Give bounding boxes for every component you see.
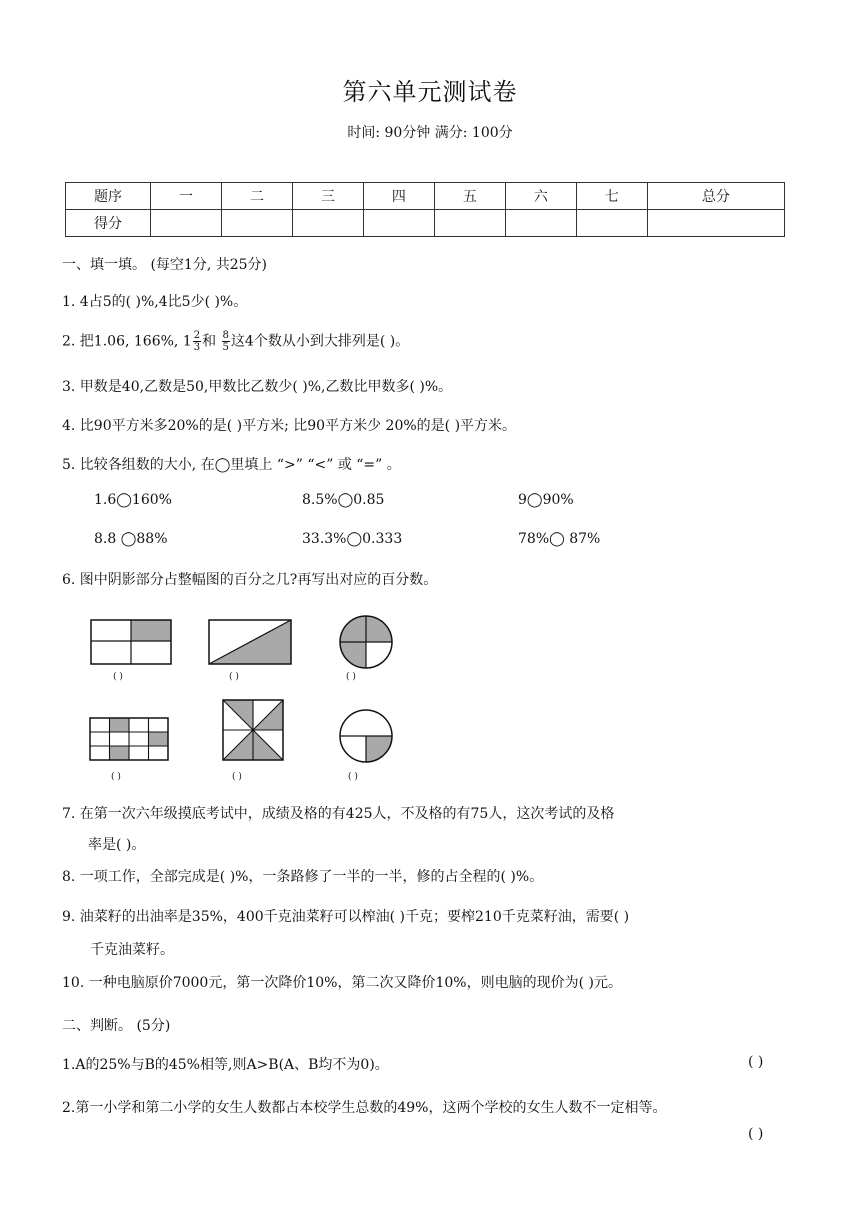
question-7-line2: 率是( )。 [88,837,146,853]
fraction-denominator: 3 [193,342,201,353]
fraction-denominator: 5 [222,342,229,353]
judge-2-answer[interactable]: ( ) [748,1126,764,1142]
question-10: 10. 一种电脑原价7000元，第一次降价10%，第二次又降价10%，则电脑的现价为( )元。 [62,975,622,991]
table-cell: 六 [505,183,576,210]
question-2 [62,330,409,353]
table-row [66,183,785,210]
figure-circle-three-quarters [338,614,394,670]
fraction-numerator: 2 [193,330,201,341]
question-9-line1: 9. 油菜籽的出油率是35%，400千克油菜籽可以榨油( )千克；要榨210千克菜籽油，需要( ) [62,909,630,925]
question-7-line1: 7. 在第一次六年级摸底考试中，成绩及格的有425人，不及格的有75人，这次考试的及格 [62,806,615,822]
section1-heading: 一、填一填。 (每空1分, 共25分) [62,257,267,273]
figure-grid-shaded [89,717,169,761]
compare-item: 8.5%◯0.85 [302,492,385,508]
question-6: 6. 图中阴影部分占整幅图的百分之几?再写出对应的百分数。 [62,572,438,588]
score-table [65,182,785,237]
table-cell: 总分 [647,183,784,210]
question-4: 4. 比90平方米多20%的是( )平方米; 比90平方米少 20%的是( )平方米。 [62,418,517,434]
score-input-cell[interactable] [221,210,292,237]
compare-item: 9◯90% [518,492,574,508]
compare-item: 1.6◯160% [94,492,172,508]
table-cell: 一 [151,183,222,210]
answer-blank[interactable]: ( ) [113,672,123,682]
figure-circle-quarter [338,708,394,764]
answer-blank[interactable]: ( ) [232,772,242,782]
exam-info: 时间: 90分钟 满分: 100分 [347,125,513,141]
question-1: 1. 4占5的( )%,4比5少( )%。 [62,294,248,310]
figure-rect-quarter [90,619,172,665]
table-cell: 三 [292,183,363,210]
judge-1-answer[interactable]: ( ) [748,1054,764,1070]
compare-item: 8.8 ◯88% [94,531,168,547]
answer-blank[interactable]: ( ) [229,672,239,682]
score-input-cell[interactable] [505,210,576,237]
compare-item: 33.3%◯0.333 [302,531,403,547]
score-input-cell[interactable] [647,210,784,237]
answer-blank[interactable]: ( ) [348,772,358,782]
fraction-numerator: 8 [222,330,229,341]
judge-1: 1.A的25%与B的45%相等,则A>B(A、B均不为0)。 [62,1057,389,1073]
table-cell: 四 [363,183,434,210]
question-2-suffix: 这4个数从小到大排列是( )。 [230,333,410,350]
answer-blank[interactable]: ( ) [111,772,121,782]
table-cell: 题序 [66,183,151,210]
question-2-prefix: 2. 把1.06, 166%, 1 [62,333,192,350]
question-9-line2: 千克油菜籽。 [90,942,174,958]
score-input-cell[interactable] [576,210,647,237]
score-input-cell[interactable] [292,210,363,237]
table-cell: 得分 [66,210,151,237]
question-3: 3. 甲数是40,乙数是50,甲数比乙数少( )%,乙数比甲数多( )%。 [62,379,453,395]
table-cell: 二 [221,183,292,210]
page-title: 第六单元测试卷 [342,78,518,106]
question-8: 8. 一项工作，全部完成是( )%，一条路修了一半的一半，修的占全程的( )%。 [62,869,544,885]
question-5: 5. 比较各组数的大小, 在◯里填上 “>” “<” 或 “=” 。 [62,457,401,473]
score-input-cell[interactable] [151,210,222,237]
figure-rect-half [208,619,292,665]
table-cell: 七 [576,183,647,210]
judge-2: 2.第一小学和第二小学的女生人数都占本校学生总数的49%，这两个学校的女生人数不一定相等。 [62,1100,667,1116]
fraction-eight-fifths [222,330,230,353]
question-2-mid: 和 [202,333,221,350]
section2-heading: 二、判断。 (5分) [62,1018,171,1034]
table-row [66,210,785,237]
figure-square-eighths [222,699,284,761]
score-input-cell[interactable] [363,210,434,237]
compare-item: 78%◯ 87% [518,531,601,547]
score-input-cell[interactable] [434,210,505,237]
answer-blank[interactable]: ( ) [346,672,356,682]
fraction-two-thirds [193,330,201,353]
table-cell: 五 [434,183,505,210]
